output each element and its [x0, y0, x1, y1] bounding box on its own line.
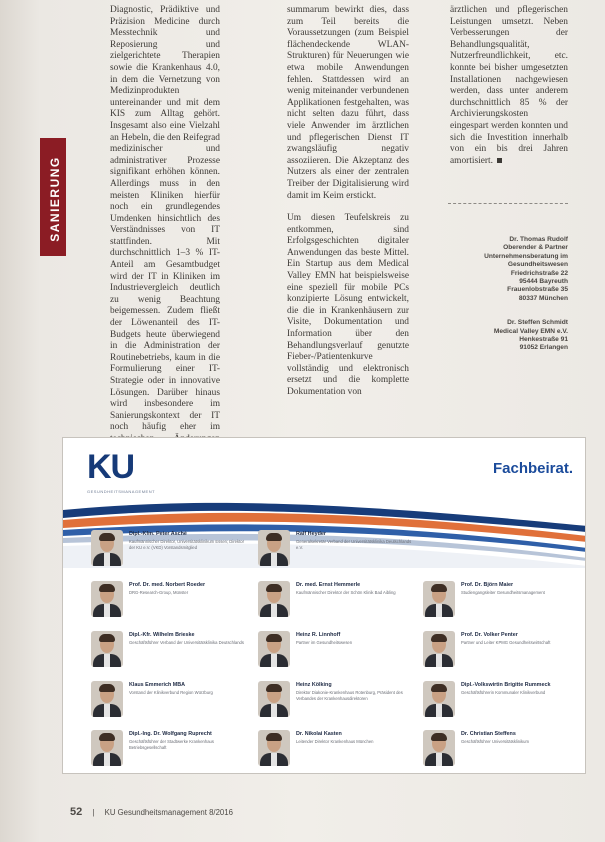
board-member: [91, 681, 251, 725]
paragraph: Diagnostic, Prädiktive und Präzision Medicine durch Messtechnik und Reposierung und zielgerichtete Therapien sowie die Krankenhaus 4.0, in dem die Vernetzung von Medizinprodukten untereinander und mit dem KIS zum Alltag gehört. Insgesamt also eine Vielzahl an Hebeln, die den Reifegrad medizinischer und administrativer Prozesse signifikant erhöhen können. Allerdings muss in den meisten Kliniken hierfür noch ein grundlegendes Umdenken hinsichtlich des Verständnisses von IT stattfinden. Mit durchschnittlich 1–3 % IT-Anteil am Gesamtbudget wird der IT in Kliniken im Industrievergleich deutlich zu wenig Beachtung beigemessen. Zudem fließt der Löwenanteil des IT-Budgets heute überwiegend in die Administration der Routinebetriebs, kaum in die Formulierung einer IT-Strategie oder in innovative Lösungen. Darüber hinaus wird insbesondere im Sanierungskontext der IT noch häufig eher im: [110, 5, 220, 433]
board-member: [258, 730, 418, 774]
footer-separator: |: [92, 808, 95, 817]
portrait-photo: [91, 681, 123, 717]
portrait-photo: [91, 530, 123, 566]
section-tab: [40, 138, 66, 256]
member-description: Partner und Leiter KPMG Gesundheitswirtschaft: [461, 640, 551, 645]
board-member: [258, 581, 418, 625]
portrait-photo: [91, 730, 123, 766]
member-description: Geschäftsführer der Stadtwerke Krankenhaus Betriebsgesellschaft: [129, 739, 214, 750]
paragraph: ärztlichen und pflegerischen Leistungen umsetzt. Neben Verbesserungen der Behandlungsqualität, Nutzerfreundlichkeit, etc. konnte bei bisher umgesetzten Installationen nachgewiesen werden, dass unter anderem durchschnittlich 85 % der Archivierungskosten eingespart werden konnten und sich die Investition innerhalb von ein bis drei Jahren amortisiert.: [450, 5, 568, 166]
member-description: Kaufmännischer Direktor der Schön Klinik Bad Aibling: [296, 590, 396, 595]
board-member: [91, 581, 251, 625]
paragraph: Um diesen Teufelskreis zu entkommen, sind Erfolgsgeschichten digitaler Anwendungen das beste Mittel. Ein Startup aus dem Medical Valley EMN hat beispielsweise eine speziell für mobile PCs konzipierte Lösung entwickelt, die die in Krankenhäusern zur Visite, Dokumentation und Information über den Behandlungsverlauf genutzte Fieber-/Patientenkurve vollständig und elektronisch ersetzt und die komplette Dokumentation von: [287, 213, 409, 397]
board-member: [258, 631, 418, 675]
author-line: Friedrichstraße 22: [510, 269, 568, 277]
member-name: Dipl.-Kfr. Wilhelm Brieske: [129, 632, 195, 638]
board-member: [91, 730, 251, 774]
portrait-photo: [258, 581, 290, 617]
column-divider: [448, 203, 568, 204]
advisory-board-advertisement: [62, 437, 586, 774]
member-description: Geschäftsführer Verband der Universitätsklinika Deutschlands: [129, 640, 244, 645]
author-block: [443, 319, 568, 353]
board-member: [91, 631, 251, 675]
member-name: Prof. Dr. Björn Maier: [461, 582, 514, 588]
ad-heading: Fachbeirat.: [492, 460, 573, 477]
portrait-photo: [258, 530, 290, 566]
member-name: Prof. Dr. Volker Penter: [461, 632, 518, 638]
page-footer: [70, 806, 233, 818]
member-name: Dipl.-Kfm. Peter Asché: [129, 531, 187, 537]
board-member: [423, 631, 583, 675]
portrait-photo: [258, 730, 290, 766]
board-member: [91, 530, 251, 574]
member-description: Partner im Gesundheitswesen: [296, 640, 353, 645]
board-member: [258, 681, 418, 725]
member-name: Dr. Christian Steffens: [461, 731, 516, 737]
member-name: Prof. Dr. med. Norbert Roeder: [129, 582, 206, 588]
portrait-photo: [423, 581, 455, 617]
board-member: [258, 530, 418, 574]
member-name: Dr. Nikolai Kasten: [296, 731, 342, 737]
author-line: Oberender & Partner: [503, 244, 568, 252]
author-line: Gesundheitswesen: [507, 261, 568, 269]
portrait-photo: [91, 631, 123, 667]
member-name: Heinz R. Linnhoff: [296, 632, 341, 638]
member-name: Klaus Emmerich MBA: [129, 682, 186, 688]
member-description: Kaufmännischer Direktor, Universitätsklinikum Essen; Direktor der KU e.V. (VKD) Vorstandsmitglied: [129, 539, 244, 550]
text-column-2: [287, 5, 409, 399]
portrait-photo: [91, 581, 123, 617]
author-info: [443, 236, 568, 353]
member-description: Vorstand der Klinikverbund Region Würzburg: [129, 690, 213, 695]
logo-tagline: GESUNDHEITSMANAGEMENT: [87, 489, 156, 494]
author-line: Dr. Steffen Schmidt: [507, 319, 568, 327]
member-description: Generalsekretär Verband der Universitätsklinika Deutschlands e.V.: [296, 539, 412, 550]
member-description: DRG-Research-Group, Münster: [129, 590, 189, 595]
author-line: 95444 Bayreuth: [519, 278, 568, 286]
publication-name: KU Gesundheitsmanagement 8/2016: [104, 808, 233, 817]
author-line: Medical Valley EMN e.V.: [493, 327, 568, 335]
member-name: Dr. med. Ernst Hemmerle: [296, 582, 361, 588]
text-column-1: [110, 5, 220, 469]
board-member: [423, 681, 583, 725]
author-line: Dr. Thomas Rudolf: [509, 236, 568, 243]
portrait-photo: [423, 631, 455, 667]
portrait-photo: [423, 730, 455, 766]
author-line: 91052 Erlangen: [519, 344, 568, 352]
board-member: [423, 730, 583, 774]
member-description: Leitender Direktor Krankenhaus München: [296, 739, 374, 744]
member-name: Dipl.-Volkswirtin Brigitte Rummeck: [461, 682, 551, 688]
member-description: Direktor Diakonie-Krankenhaus Rotenburg, Präsident des Verbandes der Krankenhausdirektoren: [296, 690, 403, 701]
member-name: Ralf Heyder: [296, 531, 326, 537]
author-line: 80337 München: [518, 294, 568, 302]
portrait-photo: [258, 681, 290, 717]
portrait-photo: [423, 681, 455, 717]
page-number: 52: [70, 806, 83, 818]
text-column-3: [450, 5, 568, 167]
author-line: Unternehmensberatung im: [484, 252, 568, 260]
member-name: Dipl.-Ing. Dr. Wolfgang Ruprecht: [129, 731, 212, 737]
member-description: Geschäftsführer Universitätsklinikum: [461, 739, 529, 744]
author-line: Henkestraße 91: [519, 336, 568, 344]
board-member: [423, 581, 583, 625]
paragraph-with-end-mark: [450, 5, 568, 167]
member-name: Heinz Kölking: [296, 682, 332, 688]
section-label: SANIERUNG: [48, 156, 62, 242]
author-line: Frauenlobstraße 35: [507, 286, 568, 294]
member-description: Studiengangsleiter Gesundheitsmanagement: [461, 590, 545, 595]
portrait-photo: [258, 631, 290, 667]
member-description: Geschäftsführerin Kommunaler Klinikverbund: [461, 690, 546, 695]
author-block: [443, 236, 568, 303]
ku-logo: KU: [87, 448, 135, 486]
end-mark-icon: [497, 158, 502, 163]
paragraph: summarum bewirkt dies, dass zum Teil bereits die Voraussetzungen (zum Beispiel flächendeckende WLAN-Strukturen) für Neuerungen wie etwa mobile Anwendungen fehlen. Stattdessen wird an wenig miteinander verbundenen Applikationen festgehalten, was nicht selten dazu führt, dass viele Anwender im ärztlichen und pflegerischen Dienst IT zwangsläufig negativ assoziieren. Die Akzeptanz des Nutzers als einer der zentralen Treiber der Digitalisierung wird damit im Keim erstickt.: [287, 5, 409, 201]
